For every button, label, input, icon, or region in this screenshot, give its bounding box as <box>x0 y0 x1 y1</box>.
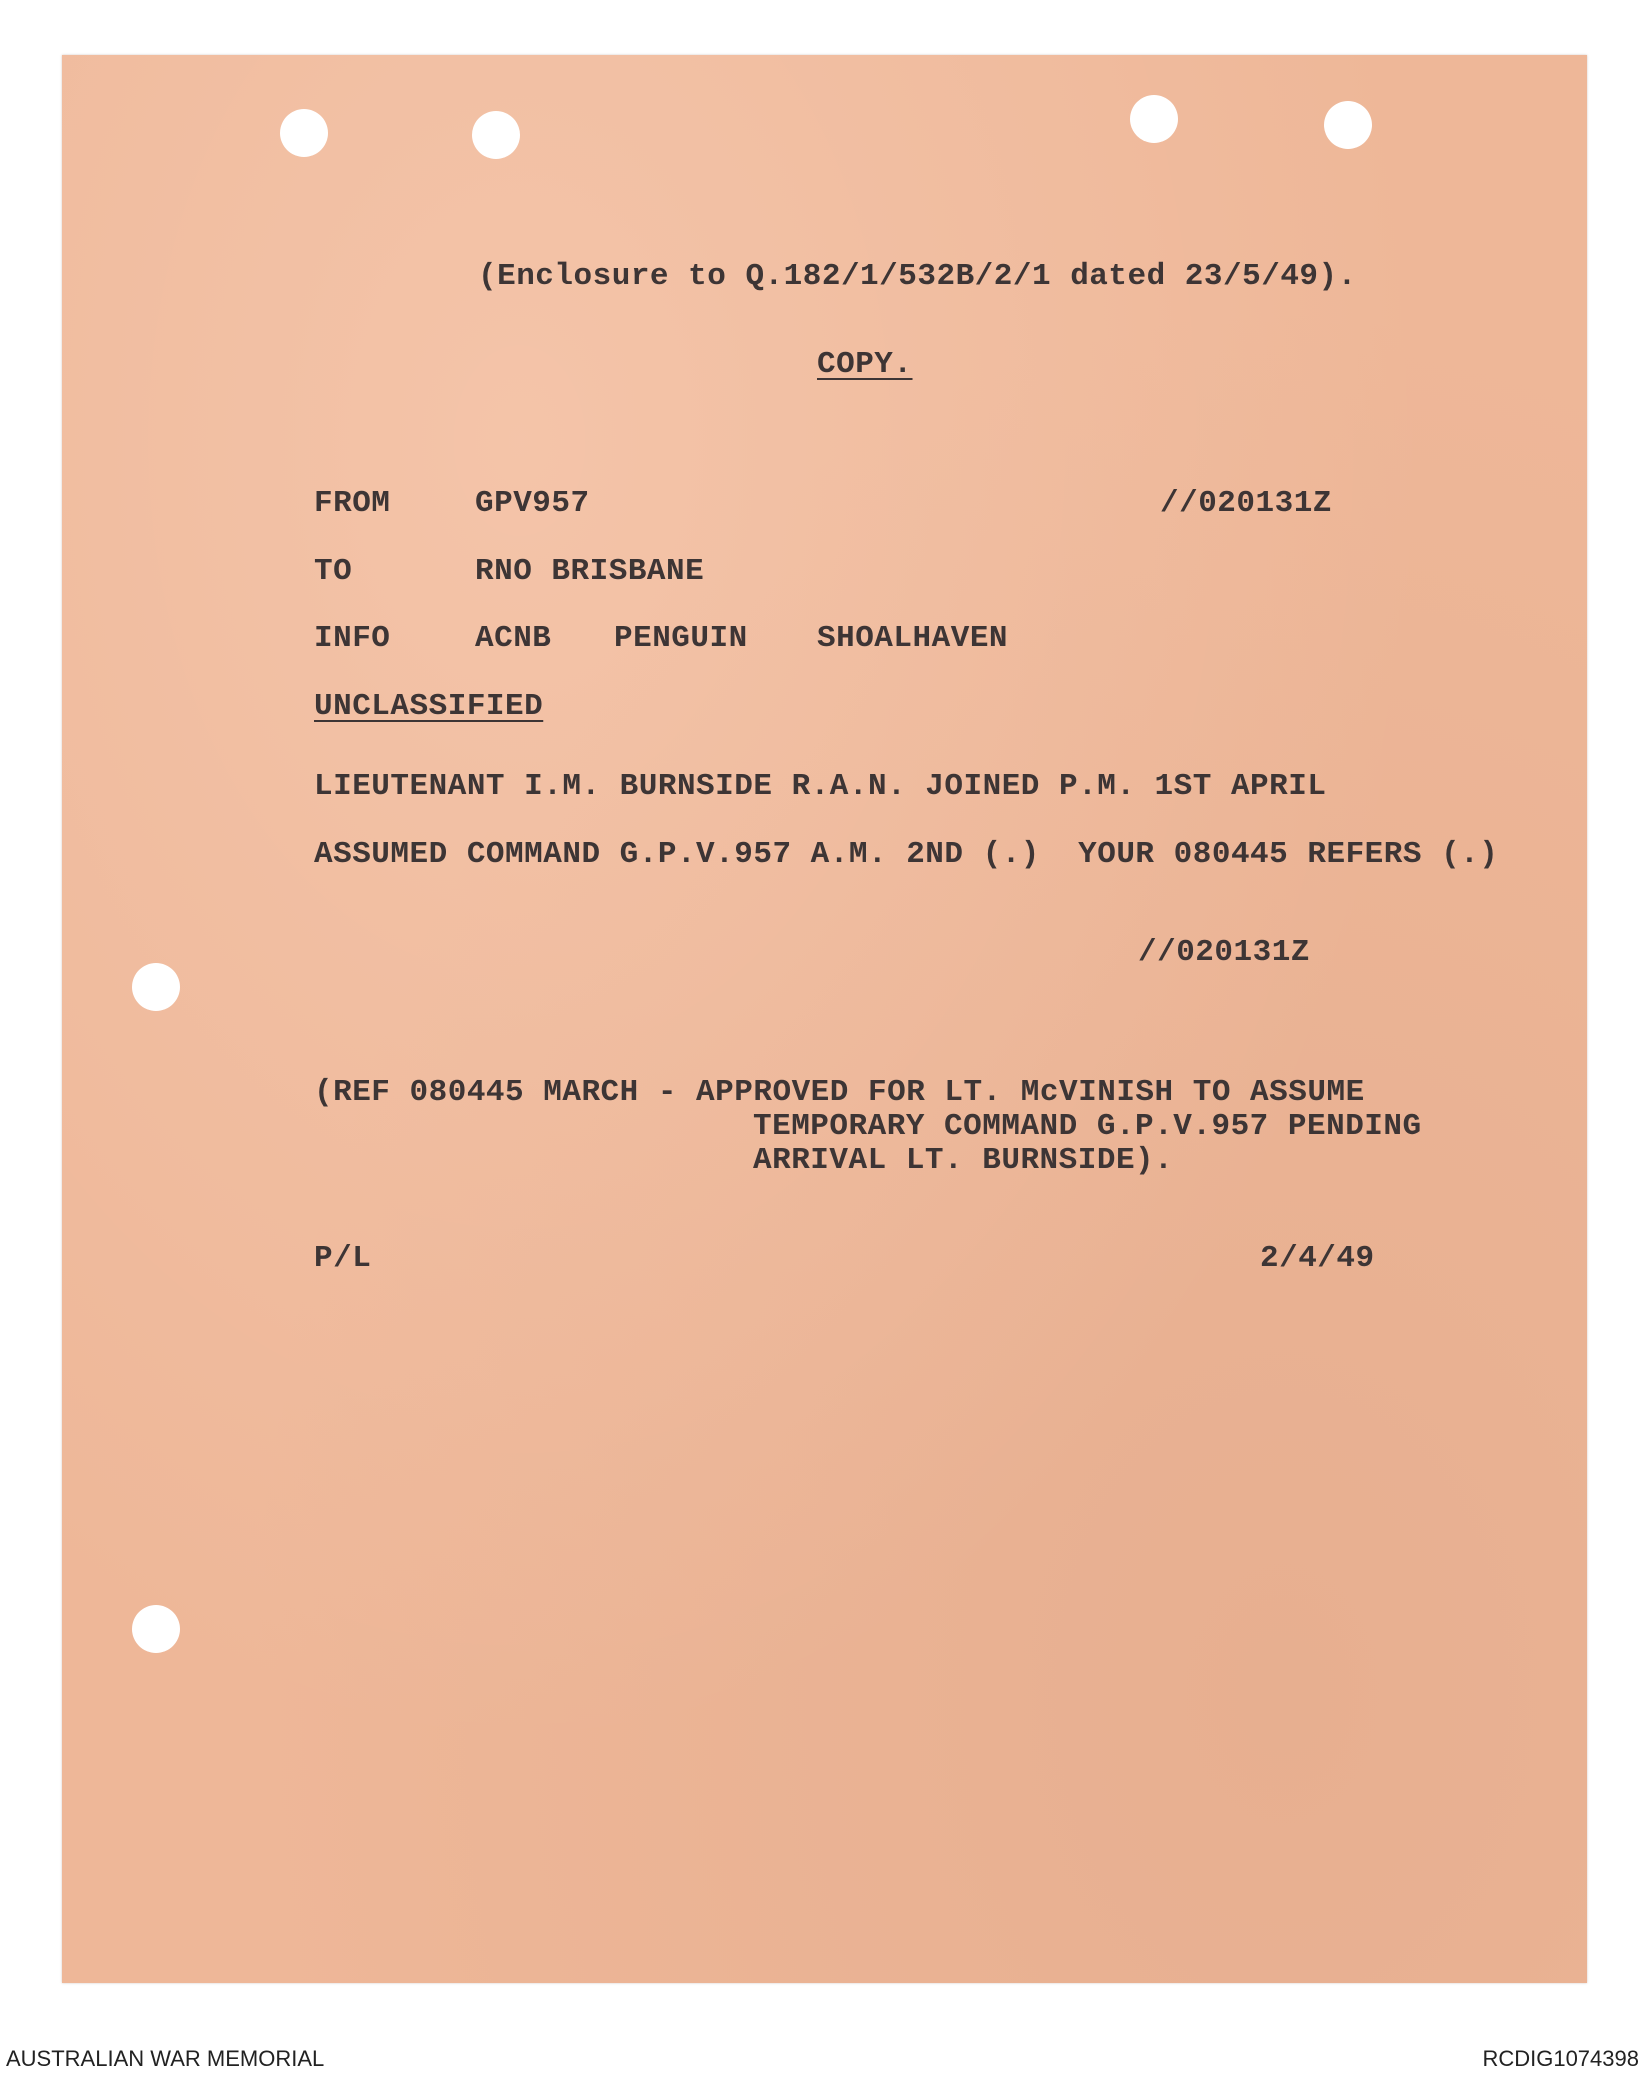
punch-hole <box>1130 95 1178 143</box>
dtg-bottom: //020131Z <box>1138 935 1310 970</box>
punch-hole <box>132 1605 180 1653</box>
to-label: TO <box>314 554 353 589</box>
punch-hole <box>472 111 520 159</box>
message-body-line-2: ASSUMED COMMAND G.P.V.957 A.M. 2ND (.) YOUR 080445 REFERS (.) <box>314 837 1499 872</box>
archive-credit: AUSTRALIAN WAR MEMORIAL <box>6 2046 325 2071</box>
reference-note-line-3: ARRIVAL LT. BURNSIDE). <box>753 1143 1174 1178</box>
reference-note-line-2: TEMPORARY COMMAND G.P.V.957 PENDING <box>753 1109 1422 1144</box>
punch-hole <box>1324 101 1372 149</box>
info-addressee-3: SHOALHAVEN <box>817 621 1009 656</box>
dtg-top: //020131Z <box>1160 486 1332 521</box>
from-value: GPV957 <box>475 486 590 521</box>
record-id: RCDIG1074398 <box>1482 2046 1639 2071</box>
from-label: FROM <box>314 486 391 521</box>
punch-hole <box>132 963 180 1011</box>
classification: UNCLASSIFIED <box>314 689 544 724</box>
reference-note-line-1: (REF 080445 MARCH - APPROVED FOR LT. McVINISH TO ASSUME <box>314 1075 1365 1110</box>
info-addressee-1: ACNB <box>475 621 552 656</box>
signoff-initials: P/L <box>314 1241 372 1276</box>
document-sheet <box>62 55 1587 1983</box>
info-label: INFO <box>314 621 391 656</box>
to-value: RNO BRISBANE <box>475 554 705 589</box>
punch-hole <box>280 109 328 157</box>
copy-heading: COPY. <box>817 347 913 382</box>
message-body-line-1: LIEUTENANT I.M. BURNSIDE R.A.N. JOINED P.M. 1ST APRIL <box>314 769 1327 804</box>
document-date: 2/4/49 <box>1260 1241 1375 1276</box>
info-addressee-2: PENGUIN <box>614 621 748 656</box>
enclosure-reference: (Enclosure to Q.182/1/532B/2/1 dated 23/5/49). <box>478 259 1357 294</box>
